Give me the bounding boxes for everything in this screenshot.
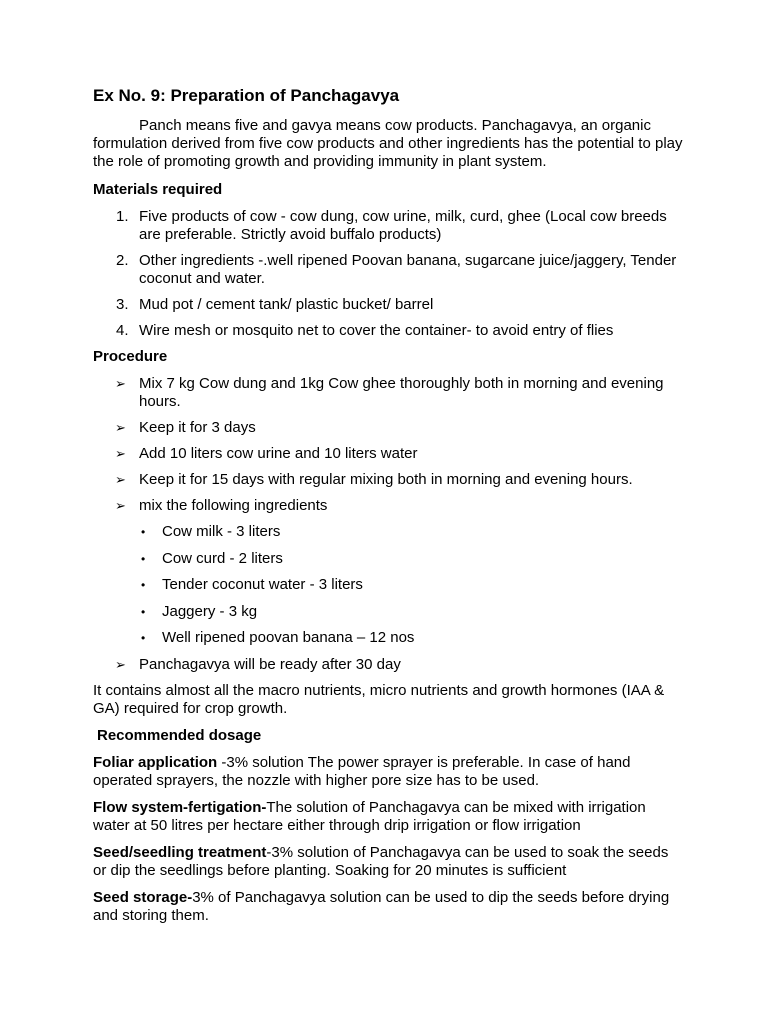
procedure-step [93,497,683,647]
list-number: 2. [116,252,129,269]
procedure-step [93,375,683,411]
ingredient-item [139,550,683,568]
procedure-step [93,445,683,463]
dosage-text: 3% of Panchagavya solution can be used to dip the seeds before drying and storing them. [93,888,670,924]
list-number: 3. [116,296,129,313]
list-item [93,322,683,340]
ingredient-text: Cow milk - 3 liters [162,523,281,540]
contains-paragraph: It contains almost all the macro nutrients, micro nutrients and growth hormones (IAA & GA) required for crop growth. [93,681,665,717]
materials-heading: Materials required [93,181,223,198]
list-item-text: Mud pot / cement tank/ plastic bucket/ barrel [139,296,434,313]
procedure-step [93,656,683,674]
arrow-bullet-icon: ➢ [115,376,126,391]
list-item-text: Five products of cow - cow dung, cow urine, milk, curd, ghee (Local cow breeds are preferable. Strictly avoid buffalo products) [139,208,667,243]
dosage-text: The solution of Panchagavya can be mixed with irrigation water at 50 litres per hectare either through drip irrigation or flow irrigation [93,798,646,834]
bullet-icon: • [141,551,146,566]
ingredient-text: Tender coconut water - 3 liters [162,576,363,593]
procedure-list [93,375,683,674]
procedure-heading: Procedure [93,348,168,365]
list-number: 4. [116,322,129,339]
list-item [93,208,683,244]
bullet-icon: • [141,525,146,539]
procedure-step-text: Add 10 liters cow urine and 10 liters water [139,445,418,462]
dosage-text: -3% solution The power sprayer is preferable. In case of hand operated sprayers, the nozzle with higher pore size has to be used. [93,753,631,789]
ingredient-item [139,603,683,621]
procedure-step-text: mix the following ingredients [139,497,328,514]
procedure-step-text: Keep it for 3 days [139,419,256,436]
arrow-bullet-icon: ➢ [115,472,126,487]
bullet-icon: • [141,604,146,619]
bullet-icon: • [141,631,146,645]
dosage-storage [93,889,683,925]
procedure-step [93,419,683,437]
arrow-bullet-icon: ➢ [115,656,126,672]
ingredient-text: Well ripened poovan banana – 12 nos [162,629,415,646]
page-title: Ex No. 9: Preparation of Panchagavya [93,86,400,105]
dosage-foliar [93,754,683,790]
list-item-text: Wire mesh or mosquito net to cover the container- to avoid entry of flies [139,322,614,339]
ingredients-list [139,523,683,647]
ingredient-text: Cow curd - 2 liters [162,549,283,567]
dosage-label: Seed/seedling treatment [93,843,267,861]
list-item [93,296,683,314]
arrow-bullet-icon: ➢ [115,420,126,435]
materials-list [93,208,683,340]
procedure-step-text: Mix 7 kg Cow dung and 1kg Cow ghee thoroughly both in morning and evening hours. [139,375,664,410]
ingredient-item [139,523,683,541]
list-item [93,252,683,288]
procedure-step-text: Keep it for 15 days with regular mixing both in morning and evening hours. [139,471,633,488]
document-page [93,86,683,934]
dosage-heading: Recommended dosage [97,726,262,744]
bullet-icon: • [141,578,146,592]
ingredient-item [139,576,683,594]
dosage-label: Seed storage- [93,888,193,906]
list-item-text: Other ingredients -.well ripened Poovan banana, sugarcane juice/jaggery, Tender coconut and water. [139,252,677,287]
ingredient-text: Jaggery - 3 kg [162,602,258,620]
list-number: 1. [116,208,129,225]
dosage-text: -3% solution of Panchagavya can be used to soak the seeds or dip the seedlings before planting. Soaking for 20 minutes is sufficient [93,843,669,879]
procedure-step [93,471,683,489]
dosage-label: Foliar application [93,753,218,771]
procedure-step-text: Panchagavya will be ready after 30 day [139,655,401,673]
dosage-fertigation [93,799,683,835]
intro-paragraph: Panch means five and gavya means cow products. Panchagavya, an organic formulation derived from five cow products and other ingredients has the potential to play the role of promoting growth and providing immunity in plant system. [93,117,683,170]
dosage-label: Flow system-fertigation- [93,798,267,816]
arrow-bullet-icon: ➢ [115,446,126,461]
ingredient-item [139,629,683,647]
dosage-seedling [93,844,683,880]
arrow-bullet-icon: ➢ [115,498,126,513]
